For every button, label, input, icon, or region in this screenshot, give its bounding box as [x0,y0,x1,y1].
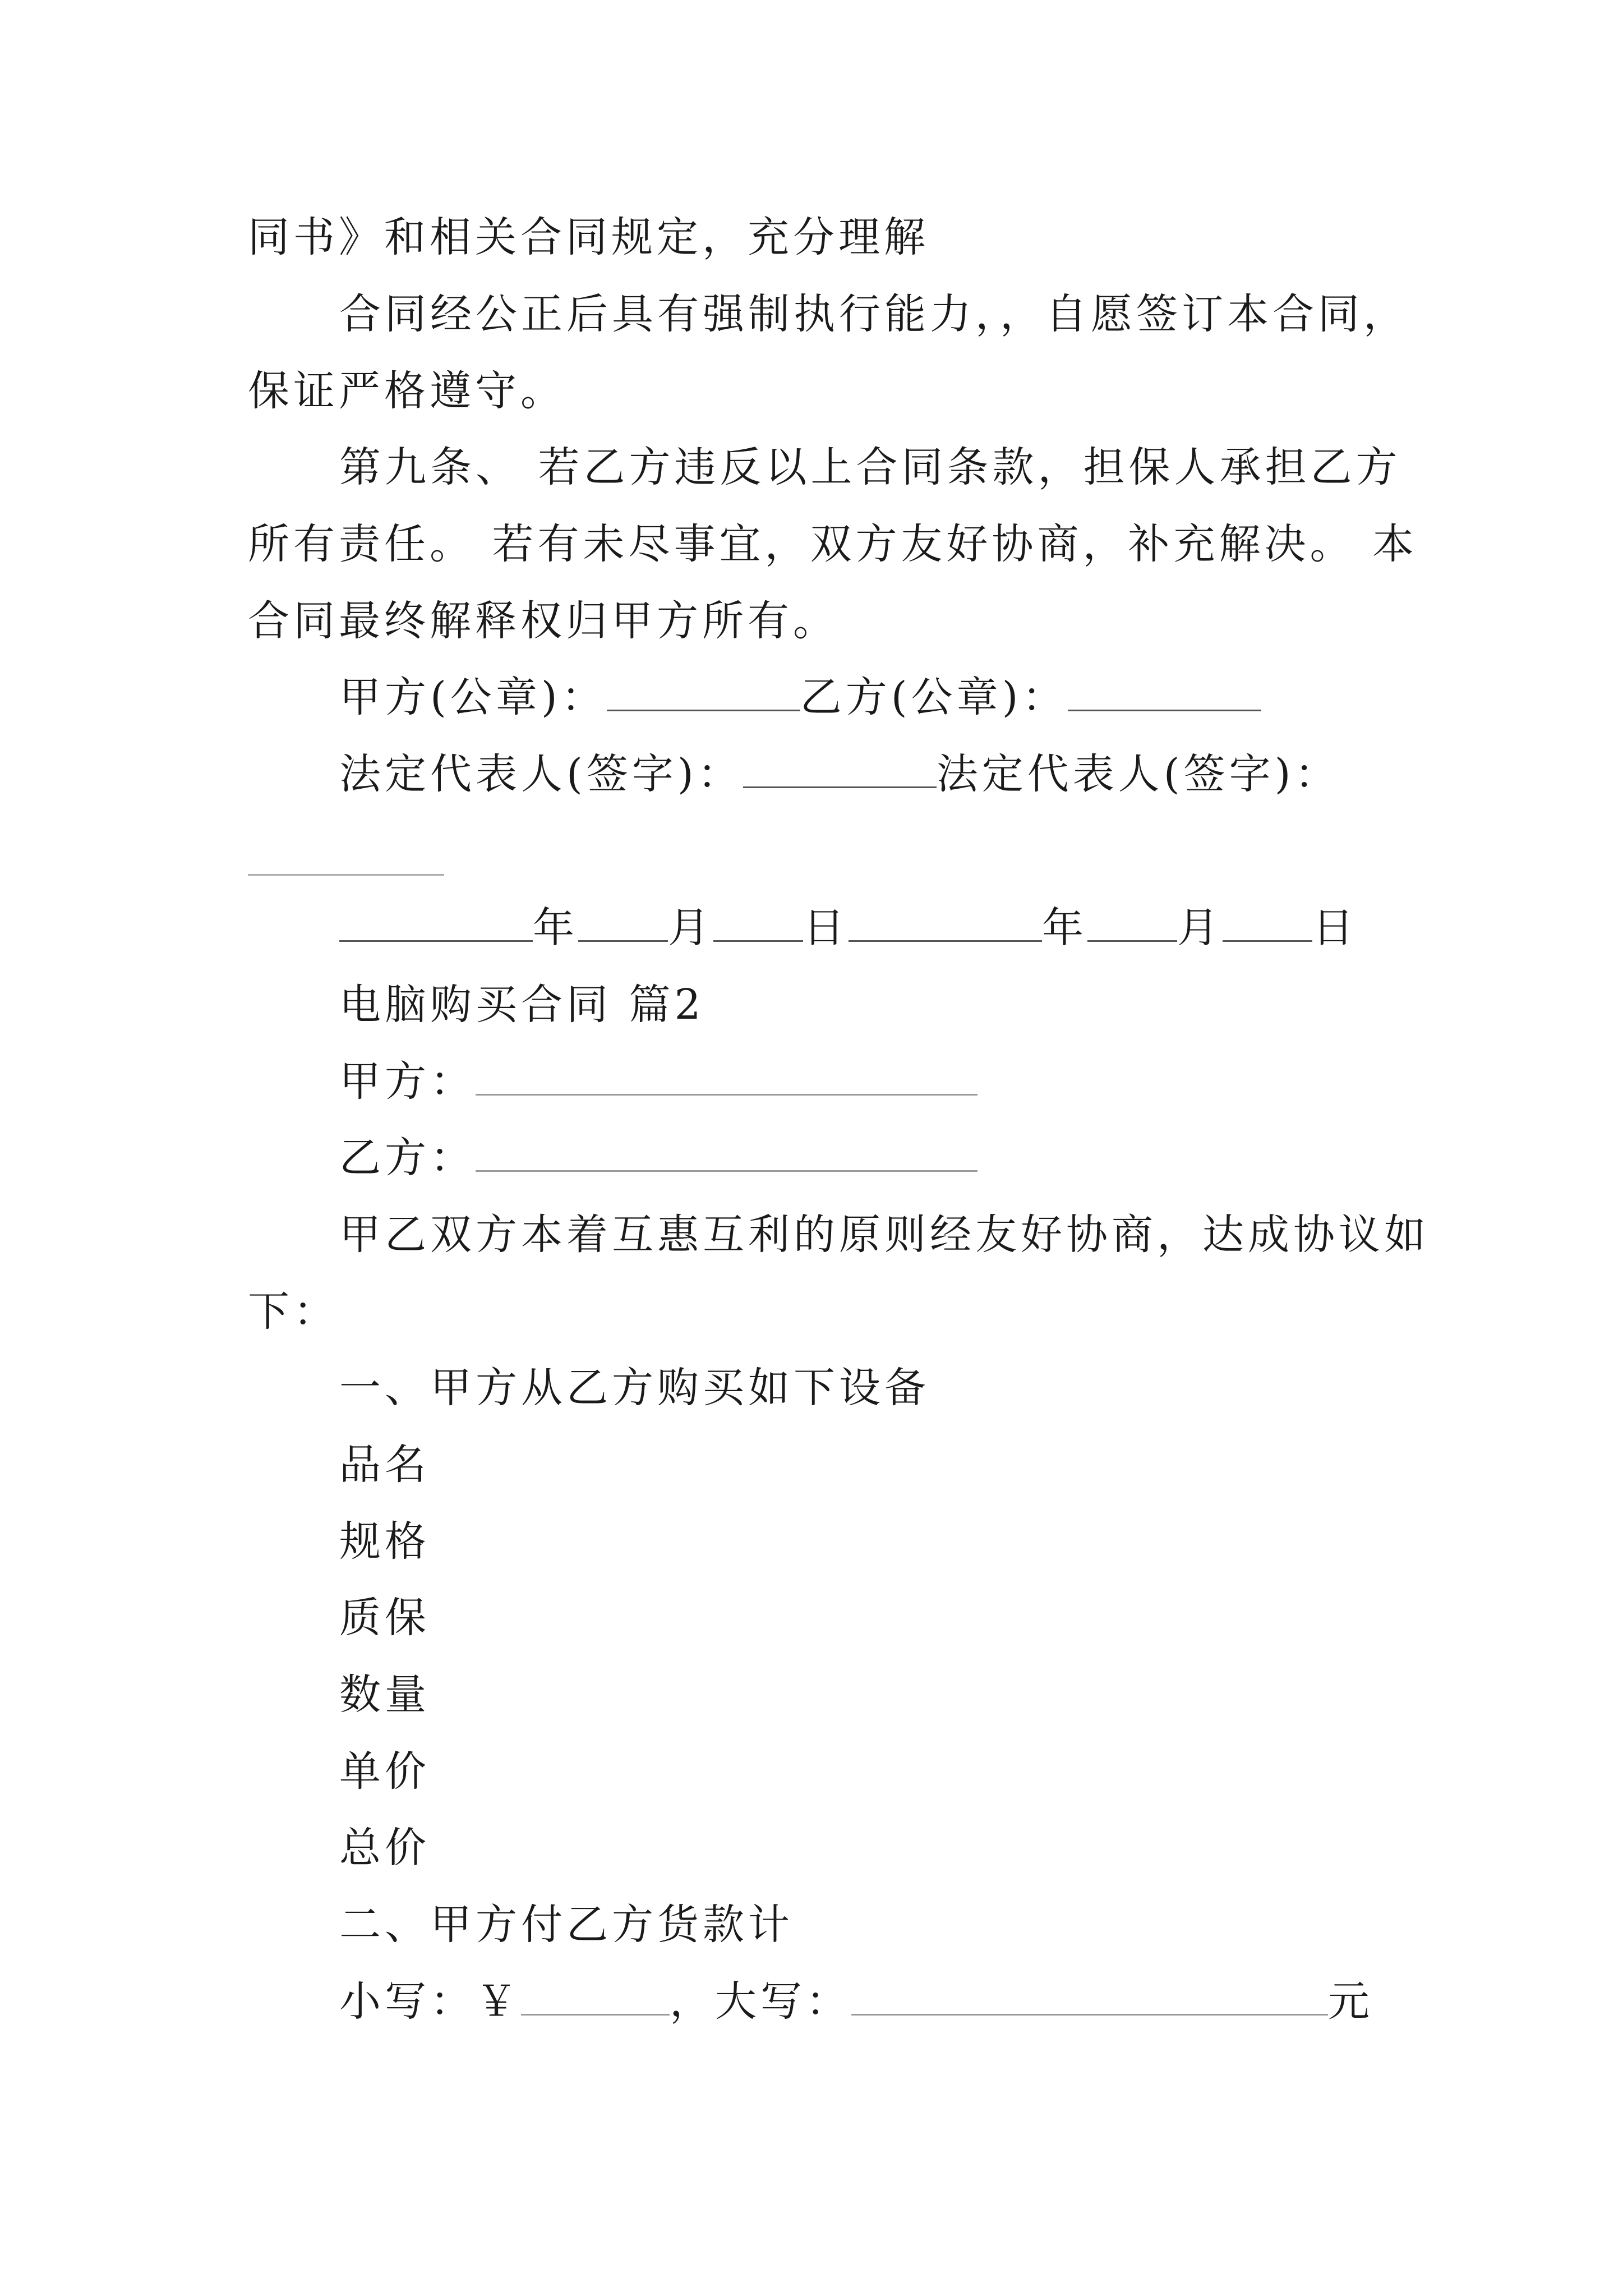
month-b-label: 月 [1177,904,1223,952]
amount-separator: ，大写： [670,1977,851,2026]
rep-b-label: 法定代表人(签字)： [936,750,1340,798]
month-a-label: 月 [668,904,713,952]
party-a-label: 甲方： [339,1057,476,1106]
amount-small-label: 小写：￥ [339,1977,521,2026]
item-warranty: 质保 [339,1594,430,1642]
amount-small-blank [521,1979,670,2016]
item-quantity: 数量 [339,1671,430,1719]
party-b-line [339,1130,978,1186]
rep-a-label: 法定代表人(签字)： [339,750,743,798]
amount-large-blank [851,1979,1328,2016]
year-b-blank [849,905,1042,942]
section-2-heading: 二、甲方付乙方货款计 [339,1901,794,1949]
year-b-label: 年 [1042,904,1087,952]
date-line [339,900,1358,956]
day-b-label: 日 [1312,904,1358,952]
party-a-line [339,1053,978,1110]
party-a-seal-label: 甲方(公章)： [339,673,607,721]
representative-line [339,746,1340,802]
text-line: 所有责任。 若有未尽事宜，双方友好协商，补充解决。 本 [248,520,1418,568]
year-a-label: 年 [533,904,578,952]
rep-a-blank [743,752,937,788]
party-b-seal-blank [1068,675,1261,711]
item-spec: 规格 [339,1517,430,1566]
party-b-seal-label: 乙方(公章)： [800,673,1068,721]
text-line: 第九条、 若乙方违反以上合同条款，担保人承担乙方 [339,443,1401,491]
party-a-seal-blank [607,675,800,711]
intro-line: 甲乙双方本着互惠互利的原则经友好协商，达成协议如 [339,1211,1430,1259]
party-a-blank [476,1059,978,1096]
amount-unit: 元 [1328,1977,1373,2026]
year-a-blank [339,905,533,942]
text-line: 合同最终解释权归甲方所有。 [248,597,838,645]
contract-2-title: 电脑购买合同 篇2 [339,981,705,1029]
intro-line: 下： [248,1287,339,1336]
item-unit-price: 单价 [339,1747,430,1796]
text-line: 合同经公正后具有强制执行能力，，自愿签订本合同， [339,290,1409,338]
text-line: 同书》和相关合同规定，充分理解 [248,213,929,261]
party-b-label: 乙方： [339,1134,476,1182]
month-b-blank [1087,905,1177,942]
amount-line [339,1973,1373,2030]
rep-b-blank [248,874,444,876]
item-name: 品名 [339,1441,430,1489]
day-a-blank [713,905,803,942]
month-a-blank [578,905,668,942]
day-b-blank [1223,905,1312,942]
section-1-heading: 一、甲方从乙方购买如下设备 [339,1364,930,1412]
day-a-label: 日 [803,904,849,952]
item-total-price: 总价 [339,1824,430,1872]
text-line: 保证严格遵守。 [248,367,566,415]
party-b-blank [476,1135,978,1172]
seal-line [339,669,1261,725]
